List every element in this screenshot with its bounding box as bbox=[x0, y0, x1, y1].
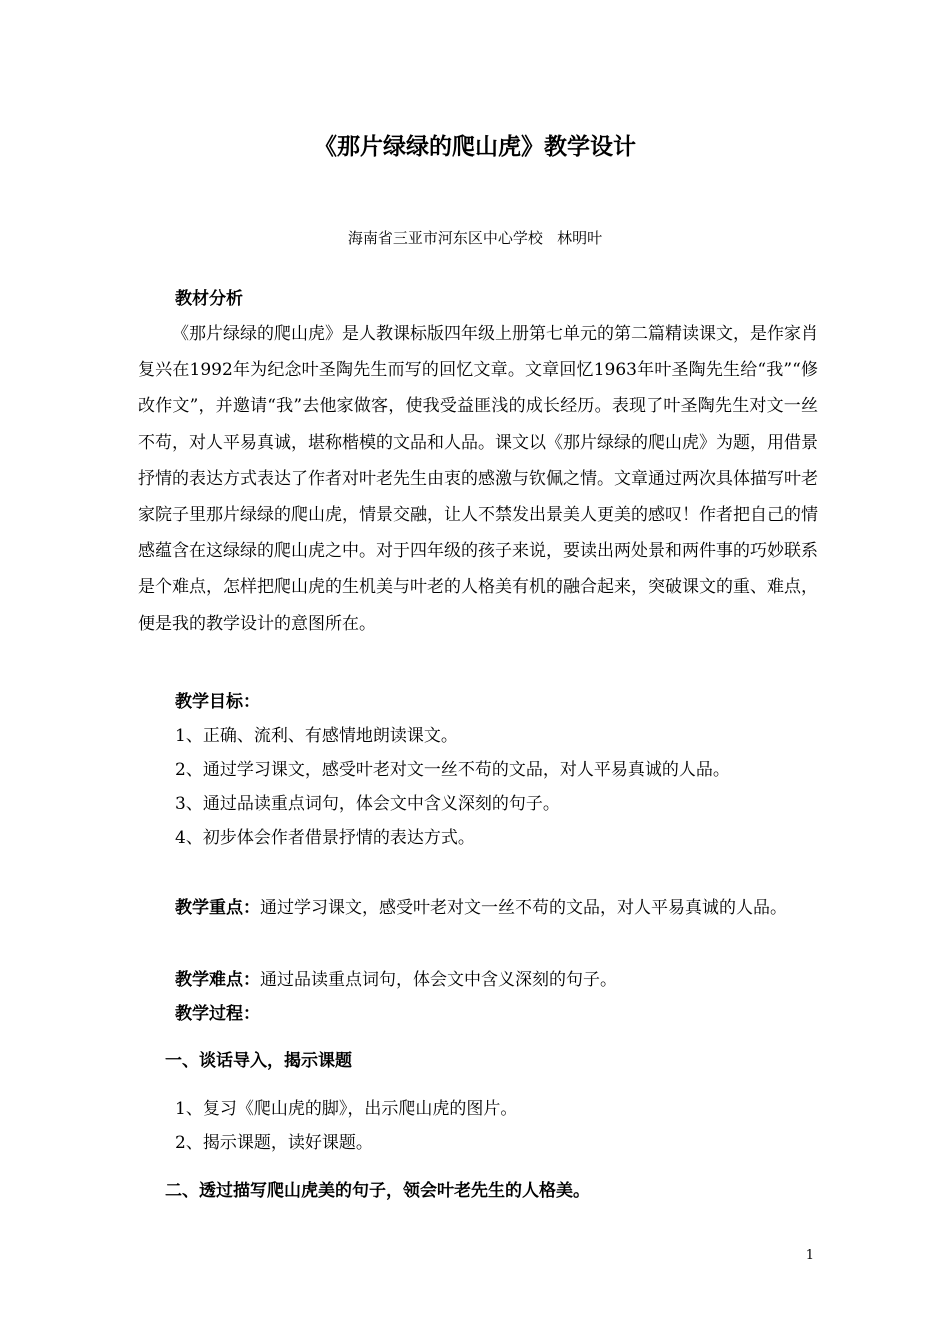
section-analysis bbox=[138, 282, 818, 642]
section-difficulty bbox=[138, 963, 818, 1031]
part-one-item: 2、揭示课题，读好课题。 bbox=[175, 1133, 373, 1153]
section-heading-goals: 教学目标： bbox=[175, 692, 260, 712]
difficulty-label: 教学难点： bbox=[175, 970, 260, 990]
section-heading-analysis: 教材分析 bbox=[175, 289, 243, 309]
section-part-two bbox=[138, 1174, 818, 1208]
part-one-item: 1、复习《爬山虎的脚》，出示爬山虎的图片。 bbox=[175, 1099, 518, 1119]
page-number: 1 bbox=[805, 1248, 814, 1263]
section-heading-process: 教学过程： bbox=[175, 1004, 260, 1024]
part-two-heading: 二、透过描写爬山虎美的句子，领会叶老先生的人格美。 bbox=[165, 1181, 590, 1201]
goal-item: 2、通过学习课文，感受叶老对文一丝不苟的文品，对人平易真诚的人品。 bbox=[175, 760, 730, 780]
key-point-text: 通过学习课文，感受叶老对文一丝不苟的文品，对人平易真诚的人品。 bbox=[260, 898, 787, 918]
key-point-paragraph bbox=[138, 889, 818, 927]
author-line: 海南省三亚市河东区中心学校 林明叶 bbox=[347, 229, 603, 247]
goal-item: 4、初步体会作者借景抒情的表达方式。 bbox=[175, 828, 475, 848]
section-part-one bbox=[138, 1044, 818, 1078]
goal-item: 1、正确、流利、有感情地朗读课文。 bbox=[175, 726, 458, 746]
document-title: 《那片绿绿的爬山虎》教学设计 bbox=[314, 134, 636, 160]
section-goals bbox=[138, 685, 818, 855]
analysis-paragraph: 《那片绿绿的爬山虎》是人教课标版四年级上册第七单元的第二篇精读课文，是作家肖复兴在1992年为纪念叶圣陶先生而写的回忆文章。文章回忆1963年叶圣陶先生给“我”“修改作文”，并邀请“我”去他家做客，使我受益匪浅的成长经历。表现了叶圣陶先生对文一丝不苟，对人平易真诚，堪称楷模的文品和人品。课文以《那片绿绿的爬山虎》为题，用借景抒情的表达方式表达了作者对叶老先生由衷的感激与钦佩之情。文章通过两次具体描写叶老家院子里那片绿绿的爬山虎，情景交融，让人不禁发出景美人更美的感叹！作者把自己的情感蕴含在这绿绿的爬山虎之中。对于四年级的孩子来说，要读出两处景和两件事的巧妙联系是个难点，怎样把爬山虎的生机美与叶老的人格美有机的融合起来，突破课文的重、难点，便是我的教学设计的意图所在。 bbox=[138, 324, 818, 634]
difficulty-text: 通过品读重点词句，体会文中含义深刻的句子。 bbox=[260, 970, 617, 990]
difficulty-line bbox=[138, 963, 818, 997]
section-key-point bbox=[138, 889, 818, 927]
part-one-heading: 一、谈话导入，揭示课题 bbox=[165, 1051, 352, 1071]
key-point-label: 教学重点： bbox=[175, 898, 260, 918]
goal-item: 3、通过品读重点词句，体会文中含义深刻的句子。 bbox=[175, 794, 560, 814]
part-one-items bbox=[138, 1092, 818, 1160]
